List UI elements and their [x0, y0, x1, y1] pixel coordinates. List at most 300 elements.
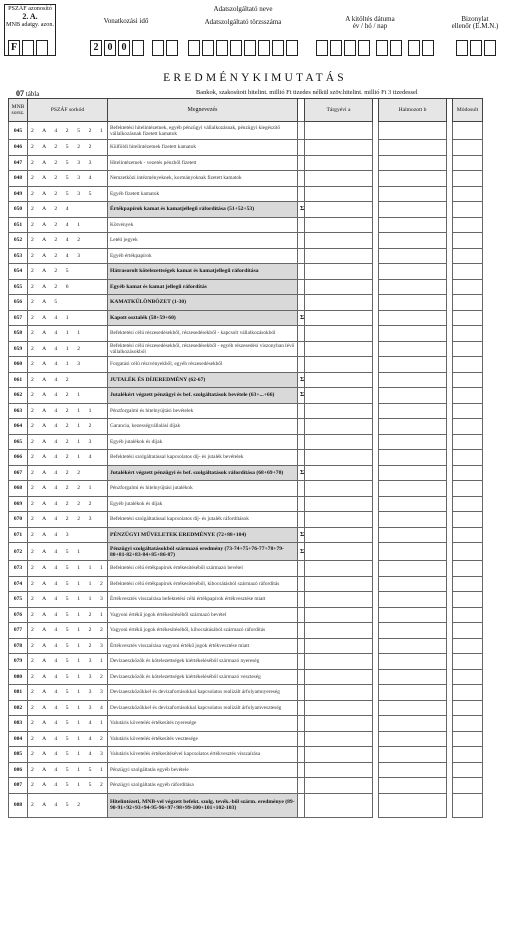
provider-cell-6[interactable]	[258, 40, 270, 56]
period-digit-4[interactable]	[132, 40, 144, 56]
cumulative-value-cell[interactable]	[379, 778, 447, 794]
modified-cell[interactable]	[453, 341, 483, 357]
table-number-value: 07	[16, 89, 24, 98]
cumulative-value-cell[interactable]	[379, 419, 447, 435]
modified-cell[interactable]	[453, 186, 483, 202]
row-margin	[483, 202, 503, 218]
modified-cell[interactable]	[453, 388, 483, 404]
col-previous-header: Halmozott b	[379, 99, 447, 122]
row-code: 2 A 4 1 1	[28, 326, 108, 342]
row-code: 2 A 4 2 5 2 1	[28, 122, 108, 140]
row-margin	[483, 607, 503, 623]
modified-cell[interactable]	[453, 654, 483, 670]
current-value-cell[interactable]	[305, 357, 373, 373]
provider-cell-3[interactable]	[216, 40, 228, 56]
modified-cell[interactable]	[453, 543, 483, 561]
table-row	[9, 233, 503, 249]
cumulative-value-cell[interactable]	[379, 388, 447, 404]
sum-marker	[298, 669, 305, 685]
table-row	[9, 357, 503, 373]
row-number: 051	[9, 217, 28, 233]
date-cell-4[interactable]	[358, 40, 370, 56]
date-cell-8[interactable]	[422, 40, 434, 56]
row-code: 2 A 4 5 1	[28, 543, 108, 561]
row-code: 2 A 4 2 2 3	[28, 512, 108, 528]
table-row	[9, 669, 503, 685]
modified-cell[interactable]	[453, 669, 483, 685]
row-label: Jutalékért végzett pénzügyi és bef. szolgáltatások ráfordítása (68+69+70)	[108, 465, 298, 481]
provider-cell-1[interactable]	[188, 40, 200, 56]
modified-cell[interactable]	[453, 295, 483, 311]
provider-cell-4[interactable]	[230, 40, 242, 56]
modified-cell[interactable]	[453, 372, 483, 388]
cumulative-value-cell[interactable]	[379, 434, 447, 450]
row-number: 049	[9, 186, 28, 202]
modified-cell[interactable]	[453, 638, 483, 654]
modified-cell[interactable]	[453, 778, 483, 794]
current-value-cell[interactable]	[305, 264, 373, 280]
row-number: 084	[9, 731, 28, 747]
period-digit-2[interactable]: 0	[104, 40, 116, 56]
current-value-cell[interactable]	[305, 561, 373, 577]
modified-cell[interactable]	[453, 155, 483, 171]
row-margin	[483, 450, 503, 466]
row-number: 088	[9, 793, 28, 817]
modified-cell[interactable]	[453, 450, 483, 466]
table-row	[9, 326, 503, 342]
row-label: Devizaeszközök és kötelezettségek kiértékeléséből származó nyereség	[108, 654, 298, 670]
modified-cell[interactable]	[453, 512, 483, 528]
current-value-cell[interactable]	[305, 450, 373, 466]
cumulative-value-cell[interactable]	[379, 731, 447, 747]
row-number: 068	[9, 481, 28, 497]
row-code: 2 A 4 1 3	[28, 357, 108, 373]
modified-cell[interactable]	[453, 731, 483, 747]
provider-cell-8[interactable]	[286, 40, 298, 56]
cumulative-value-cell[interactable]	[379, 310, 447, 326]
row-code: 2 A 4 1	[28, 310, 108, 326]
sum-marker	[298, 419, 305, 435]
date-cell-7[interactable]	[408, 40, 420, 56]
row-margin	[483, 264, 503, 280]
col-label-header: Megnevezés	[108, 99, 298, 122]
row-margin	[483, 310, 503, 326]
row-label: Befektetési szolgáltatással kapcsolatos díj- és jutalék bevételek	[108, 450, 298, 466]
row-label: Forgatási célú részvényekből, egyéb részesedésekből	[108, 357, 298, 373]
table-body	[9, 122, 503, 818]
current-value-cell[interactable]	[305, 465, 373, 481]
row-code: 2 A 4 5 1 1 3	[28, 592, 108, 608]
row-label: Garancia, kezességvállalási díjak	[108, 419, 298, 435]
cumulative-value-cell[interactable]	[379, 357, 447, 373]
sum-marker	[298, 762, 305, 778]
period-label: Vonatkozási idő	[103, 17, 149, 25]
checker-cell-2[interactable]	[470, 40, 482, 56]
row-number: 073	[9, 561, 28, 577]
row-label: Értékvesztés visszaírása befektetési célú értékpapírok értékvesztése miatt	[108, 592, 298, 608]
row-code: 2 A 4 3	[28, 527, 108, 543]
table-row	[9, 248, 503, 264]
modified-cell[interactable]	[453, 217, 483, 233]
modified-cell[interactable]	[453, 592, 483, 608]
current-value-cell[interactable]	[305, 341, 373, 357]
table-row	[9, 450, 503, 466]
modified-cell[interactable]	[453, 623, 483, 639]
table-row	[9, 217, 503, 233]
table-row	[9, 465, 503, 481]
cumulative-value-cell[interactable]	[379, 217, 447, 233]
cumulative-value-cell[interactable]	[379, 341, 447, 357]
sum-marker	[298, 233, 305, 249]
row-label: Pénzforgalmi és hitelnyújtási jutalékok	[108, 481, 298, 497]
current-value-cell[interactable]	[305, 122, 373, 140]
table-row	[9, 155, 503, 171]
current-value-cell[interactable]	[305, 731, 373, 747]
table-row	[9, 638, 503, 654]
row-code: 2 A 4 5 1 4 2	[28, 731, 108, 747]
row-margin	[483, 434, 503, 450]
current-value-cell[interactable]	[305, 592, 373, 608]
cumulative-value-cell[interactable]	[379, 481, 447, 497]
row-label: Hátrasorolt kötelezettségek kamat és kamatjellegű ráfordítása	[108, 264, 298, 280]
row-number: 057	[9, 310, 28, 326]
cumulative-value-cell[interactable]	[379, 623, 447, 639]
modified-cell[interactable]	[453, 700, 483, 716]
cumulative-value-cell[interactable]	[379, 543, 447, 561]
sum-marker	[298, 357, 305, 373]
modified-cell[interactable]	[453, 527, 483, 543]
row-margin	[483, 638, 503, 654]
modified-cell[interactable]	[453, 747, 483, 763]
row-label: Befektetési hitelintézetnek, egyéb pénzügyi vállalkozásnak, pénzügyi kiegészítő vállalkozásnak fizetett kamatok	[108, 122, 298, 140]
period-digit-5[interactable]	[152, 40, 164, 56]
provider-cell-7[interactable]	[272, 40, 284, 56]
sum-marker	[298, 434, 305, 450]
cumulative-value-cell[interactable]	[379, 669, 447, 685]
sum-marker	[298, 295, 305, 311]
modified-cell[interactable]	[453, 248, 483, 264]
current-value-cell[interactable]	[305, 654, 373, 670]
row-code: 2 A 2 4 2	[28, 233, 108, 249]
row-label: Egyéb kamat és kamat jellegű ráfordítás	[108, 279, 298, 295]
current-value-cell[interactable]	[305, 217, 373, 233]
current-value-cell[interactable]	[305, 186, 373, 202]
cumulative-value-cell[interactable]	[379, 762, 447, 778]
checker-cell-3[interactable]	[484, 40, 496, 56]
modified-cell[interactable]	[453, 685, 483, 701]
row-label: Egyéb fizetett kamatok	[108, 186, 298, 202]
modified-cell[interactable]	[453, 122, 483, 140]
row-code: 2 A 4 5 1 5 2	[28, 778, 108, 794]
modified-cell[interactable]	[453, 793, 483, 817]
cumulative-value-cell[interactable]	[379, 140, 447, 156]
cumulative-value-cell[interactable]	[379, 512, 447, 528]
row-margin	[483, 279, 503, 295]
table-row	[9, 341, 503, 357]
current-value-cell[interactable]	[305, 607, 373, 623]
date-cell-1[interactable]	[316, 40, 328, 56]
period-digit-1[interactable]: 2	[90, 40, 102, 56]
row-number: 058	[9, 326, 28, 342]
cumulative-value-cell[interactable]	[379, 685, 447, 701]
current-value-cell[interactable]	[305, 310, 373, 326]
row-number: 085	[9, 747, 28, 763]
current-value-cell[interactable]	[305, 685, 373, 701]
current-value-cell[interactable]	[305, 778, 373, 794]
provider-cell-5[interactable]	[244, 40, 256, 56]
current-value-cell[interactable]	[305, 372, 373, 388]
mnb-id-label: MNB adatgy. azon.	[5, 21, 55, 28]
row-code: 2 A 4 2 1 2	[28, 419, 108, 435]
modified-cell[interactable]	[453, 716, 483, 732]
row-margin	[483, 233, 503, 249]
modified-cell[interactable]	[453, 762, 483, 778]
current-value-cell[interactable]	[305, 403, 373, 419]
current-value-cell[interactable]	[305, 434, 373, 450]
date-cell-2[interactable]	[330, 40, 342, 56]
row-number: 047	[9, 155, 28, 171]
row-margin	[483, 326, 503, 342]
current-value-cell[interactable]	[305, 496, 373, 512]
current-value-cell[interactable]	[305, 576, 373, 592]
modified-cell[interactable]	[453, 434, 483, 450]
modified-cell[interactable]	[453, 326, 483, 342]
cumulative-value-cell[interactable]	[379, 592, 447, 608]
sum-marker	[298, 326, 305, 342]
current-value-cell[interactable]	[305, 326, 373, 342]
date-cell-3[interactable]	[344, 40, 356, 56]
row-code: 2 A 4 5 2	[28, 793, 108, 817]
cumulative-value-cell[interactable]	[379, 747, 447, 763]
cumulative-value-cell[interactable]	[379, 326, 447, 342]
row-number: 048	[9, 171, 28, 187]
current-value-cell[interactable]	[305, 481, 373, 497]
current-value-cell[interactable]	[305, 793, 373, 817]
row-number: 060	[9, 357, 28, 373]
table-row	[9, 434, 503, 450]
row-number: 074	[9, 576, 28, 592]
sum-marker	[298, 481, 305, 497]
current-value-cell[interactable]	[305, 747, 373, 763]
row-number: 078	[9, 638, 28, 654]
row-number: 046	[9, 140, 28, 156]
sum-marker	[298, 700, 305, 716]
row-label: Befektetési célú részesedésekből, részesedésekből - kapcsolt vállalkozásokból	[108, 326, 298, 342]
row-number: 082	[9, 700, 28, 716]
period-digit-6[interactable]	[166, 40, 178, 56]
table-row	[9, 762, 503, 778]
current-value-cell[interactable]	[305, 762, 373, 778]
current-value-cell[interactable]	[305, 623, 373, 639]
pszaf-id-cell-2[interactable]	[22, 40, 34, 56]
sum-marker	[298, 403, 305, 419]
row-margin	[483, 419, 503, 435]
provider-reg-label: Adatszolgáltató törzsszáma	[204, 18, 282, 26]
current-value-cell[interactable]	[305, 527, 373, 543]
row-margin	[483, 731, 503, 747]
date-cell-5[interactable]	[376, 40, 388, 56]
sum-marker	[298, 512, 305, 528]
current-value-cell[interactable]	[305, 669, 373, 685]
table-row	[9, 512, 503, 528]
cumulative-value-cell[interactable]	[379, 279, 447, 295]
row-label: Devizaeszközök és kötelezettségek kiértékeléséből származó veszteség	[108, 669, 298, 685]
current-value-cell[interactable]	[305, 295, 373, 311]
cumulative-value-cell[interactable]	[379, 465, 447, 481]
row-label: Befektetési célú részesedésekből, részesedésekből - egyéb részesedési viszonyban lévő vállalkozásokból	[108, 341, 298, 357]
row-number: 077	[9, 623, 28, 639]
current-value-cell[interactable]	[305, 512, 373, 528]
modified-cell[interactable]	[453, 561, 483, 577]
sum-marker	[298, 248, 305, 264]
current-value-cell[interactable]	[305, 233, 373, 249]
date-cell-6[interactable]	[390, 40, 402, 56]
modified-cell[interactable]	[453, 403, 483, 419]
cumulative-value-cell[interactable]	[379, 527, 447, 543]
row-label: JUTALÉK ÉS DÍJEREDMÉNY (62-67)	[108, 372, 298, 388]
row-margin	[483, 295, 503, 311]
sum-marker: Σ	[298, 310, 305, 326]
row-number: 076	[9, 607, 28, 623]
sum-marker: Σ	[298, 372, 305, 388]
current-value-cell[interactable]	[305, 279, 373, 295]
cumulative-value-cell[interactable]	[379, 654, 447, 670]
current-value-cell[interactable]	[305, 700, 373, 716]
cumulative-value-cell[interactable]	[379, 155, 447, 171]
pszaf-id-cell-3[interactable]	[36, 40, 48, 56]
cumulative-value-cell[interactable]	[379, 171, 447, 187]
cumulative-value-cell[interactable]	[379, 496, 447, 512]
table-row	[9, 171, 503, 187]
col-current-header: Tárgyévi a	[305, 99, 373, 122]
modified-cell[interactable]	[453, 481, 483, 497]
modified-cell[interactable]	[453, 310, 483, 326]
current-value-cell[interactable]	[305, 140, 373, 156]
row-number: 053	[9, 248, 28, 264]
cumulative-value-cell[interactable]	[379, 700, 447, 716]
cumulative-value-cell[interactable]	[379, 186, 447, 202]
current-value-cell[interactable]	[305, 171, 373, 187]
cumulative-value-cell[interactable]	[379, 607, 447, 623]
modified-cell[interactable]	[453, 576, 483, 592]
row-number: 065	[9, 434, 28, 450]
cumulative-value-cell[interactable]	[379, 576, 447, 592]
table-row	[9, 793, 503, 817]
period-digit-3[interactable]: 0	[118, 40, 130, 56]
row-number: 052	[9, 233, 28, 249]
current-value-cell[interactable]	[305, 716, 373, 732]
row-margin	[483, 171, 503, 187]
pszaf-id-cell[interactable]: F	[8, 40, 20, 56]
cumulative-value-cell[interactable]	[379, 233, 447, 249]
modified-cell[interactable]	[453, 279, 483, 295]
row-margin	[483, 543, 503, 561]
checker-cell-1[interactable]	[456, 40, 468, 56]
modified-cell[interactable]	[453, 140, 483, 156]
table-row	[9, 716, 503, 732]
modified-cell[interactable]	[453, 496, 483, 512]
row-margin	[483, 217, 503, 233]
current-value-cell[interactable]	[305, 155, 373, 171]
cumulative-value-cell[interactable]	[379, 716, 447, 732]
modified-cell[interactable]	[453, 264, 483, 280]
current-value-cell[interactable]	[305, 638, 373, 654]
cumulative-value-cell[interactable]	[379, 248, 447, 264]
row-code: 2 A 4 5 1 2 2	[28, 623, 108, 639]
modified-cell[interactable]	[453, 607, 483, 623]
row-margin	[483, 155, 503, 171]
cumulative-value-cell[interactable]	[379, 122, 447, 140]
cumulative-value-cell[interactable]	[379, 202, 447, 218]
date-label: A kitöltés dátuma	[345, 15, 395, 23]
current-value-cell[interactable]	[305, 202, 373, 218]
table-row	[9, 388, 503, 404]
current-value-cell[interactable]	[305, 248, 373, 264]
modified-cell[interactable]	[453, 465, 483, 481]
row-code: 2 A 4 5 1 4 1	[28, 716, 108, 732]
cumulative-value-cell[interactable]	[379, 403, 447, 419]
row-margin	[483, 122, 503, 140]
row-margin	[483, 793, 503, 817]
row-margin	[483, 762, 503, 778]
row-margin	[483, 669, 503, 685]
row-margin	[483, 140, 503, 156]
row-label: Befektetési szolgáltatással kapcsolatos díj- és jutalék ráfordítások	[108, 512, 298, 528]
row-margin	[483, 592, 503, 608]
row-margin	[483, 186, 503, 202]
cumulative-value-cell[interactable]	[379, 295, 447, 311]
modified-cell[interactable]	[453, 233, 483, 249]
sum-marker	[298, 140, 305, 156]
row-label: Letéti jegyek	[108, 233, 298, 249]
modified-cell[interactable]	[453, 171, 483, 187]
current-value-cell[interactable]	[305, 388, 373, 404]
row-label: Valutáris követelés értékesítésével kapcsolatos értékvesztés visszaírása	[108, 747, 298, 763]
row-label: Jutalékért végzett pénzügyi és bef. szolgáltatások bevétele (63+...+66)	[108, 388, 298, 404]
current-value-cell[interactable]	[305, 419, 373, 435]
cumulative-value-cell[interactable]	[379, 638, 447, 654]
row-number: 055	[9, 279, 28, 295]
table-row	[9, 778, 503, 794]
row-code: 2 A 2 5 3 4	[28, 171, 108, 187]
sum-marker	[298, 685, 305, 701]
units-note: Bankok, szakosított hitelint. millió Ft tizedes nélkül szöv.hitelint. millió Ft 3 tizedessel	[196, 89, 418, 96]
row-code: 2 A 4 2 2 1	[28, 481, 108, 497]
sum-marker	[298, 778, 305, 794]
table-row	[9, 264, 503, 280]
row-label: Valutáris követelés értékesítés vesztesége	[108, 731, 298, 747]
cumulative-value-cell[interactable]	[379, 372, 447, 388]
row-margin	[483, 372, 503, 388]
table-row	[9, 186, 503, 202]
modified-cell[interactable]	[453, 419, 483, 435]
table-row	[9, 576, 503, 592]
provider-cell-2[interactable]	[202, 40, 214, 56]
table-row	[9, 592, 503, 608]
current-value-cell[interactable]	[305, 543, 373, 561]
modified-cell[interactable]	[453, 357, 483, 373]
cumulative-value-cell[interactable]	[379, 264, 447, 280]
table-number	[16, 89, 39, 98]
cumulative-value-cell[interactable]	[379, 450, 447, 466]
modified-cell[interactable]	[453, 202, 483, 218]
sum-marker	[298, 793, 305, 817]
row-label: Nemzetközi intézményeknek, kormányoknak fizetett kamatok	[108, 171, 298, 187]
row-number: 050	[9, 202, 28, 218]
cumulative-value-cell[interactable]	[379, 561, 447, 577]
row-margin	[483, 747, 503, 763]
cumulative-value-cell[interactable]	[379, 793, 447, 817]
